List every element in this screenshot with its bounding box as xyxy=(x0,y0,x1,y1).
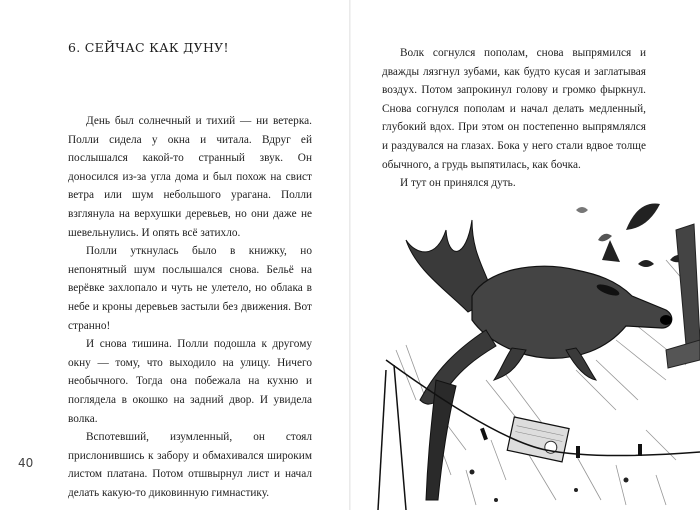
wolf-body xyxy=(472,266,672,358)
paragraph: Волк согнулся пополам, снова выпрямился и дважды лязгнул зубами, как будто кусая и заглатывая воздух. Потом запрокинул голову и громко фыркнул. Снова согнулся пополам и начал делать медленный, глубокий вдох. При этом он постепенно выпрямлялся и раздувался на глазах. Бока у него стали вдвое толще обычного, а грудь выпятилась, как бочка. xyxy=(382,47,646,171)
paragraph: И снова тишина. Полли подошла к другому окну — тому, что выходило на улицу. Ничего необычного. Тогда она побежала на кухню и поглядела в окошко на задний двор. И увидела волка. xyxy=(68,338,312,425)
wolf-nose xyxy=(660,315,672,325)
paragraph: Вспотевший, изумленный, он стоял прислонившись к забору и обмахивался широким листом платана. Потом отшвырнул лист и начал делать какую-то диковинную гимнастику. xyxy=(68,431,312,499)
paragraph: И тут он принялся дуть. xyxy=(400,177,516,190)
leaf-icon xyxy=(576,204,688,267)
wolf-leg xyxy=(420,330,496,404)
wolf-illustration xyxy=(376,200,700,510)
paragraph: День был солнечный и тихий — ни ветерка. Полли сидела у окна и читала. Вдруг ей послышался какой-то странный звук. Он доносился из-за угла дома и был похож на свист ветра или шум небольшого урагана. Полли взглянула на верхушки деревьев, но они даже не шевельнулись. И опять всё затихло. xyxy=(68,115,312,239)
right-page xyxy=(350,0,700,510)
wolf-arm xyxy=(494,348,526,380)
right-page-text xyxy=(382,44,646,193)
left-page-text xyxy=(68,112,312,502)
wolf-ear xyxy=(602,240,620,262)
grass-sprigs xyxy=(470,470,629,503)
book-icon xyxy=(507,417,569,462)
chapter-title: 6. СЕЙЧАС КАК ДУНУ! xyxy=(68,40,229,55)
paragraph: Полли уткнулась было в книжку, но непонятный шум послышался снова. Бельё на верёвке захлопало и чуть не улетело, но облака в небе и кроны деревьев застыли без движения. Вот странно! xyxy=(68,245,312,332)
page-number: 40 xyxy=(18,456,34,470)
fence-post xyxy=(666,224,700,368)
